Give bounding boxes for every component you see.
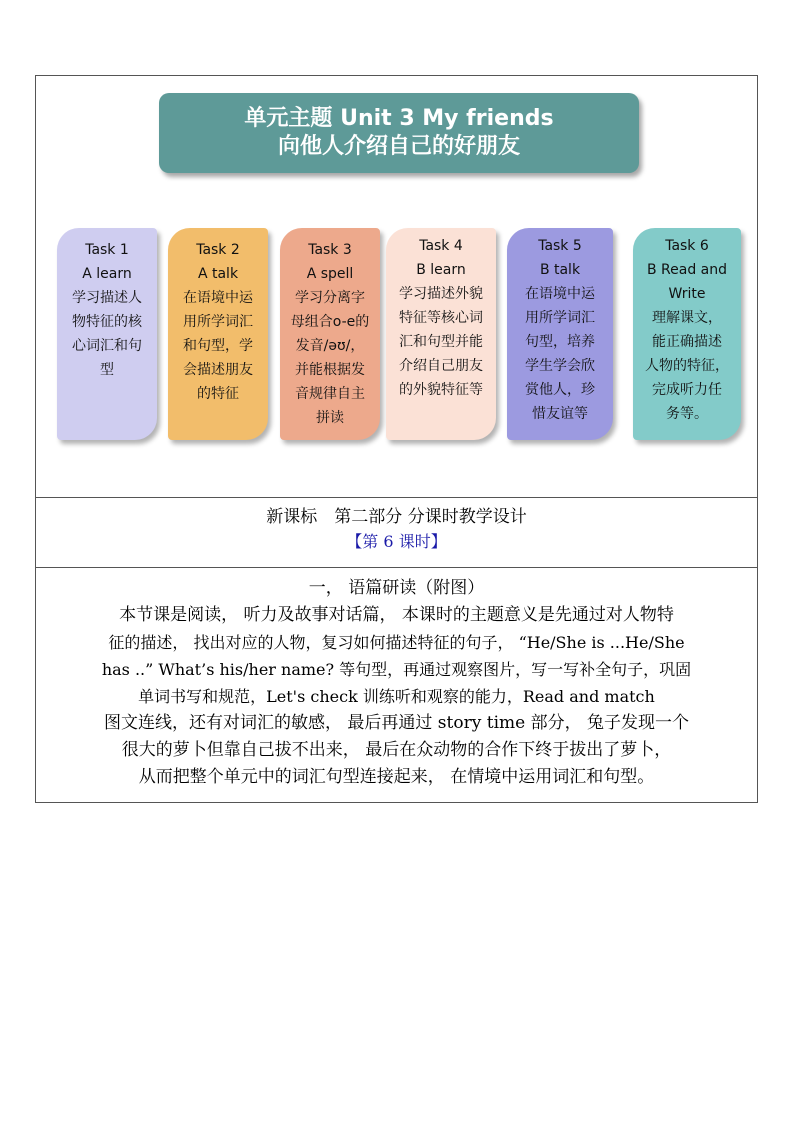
task-title: Task 2 [196, 242, 240, 258]
task-desc-line: 的特征 [197, 386, 239, 402]
task-subtitle: A learn [82, 266, 132, 282]
unit-theme-subtitle: 向他人介绍自己的好朋友 [277, 134, 520, 159]
task-desc-line: 理解课文， [652, 310, 722, 326]
task-desc-line: 并能根据发 [295, 362, 365, 378]
task-title: Task 1 [85, 242, 129, 258]
task-desc-line: 物特征的核 [72, 314, 142, 330]
task-desc-line: 在语境中运 [183, 290, 253, 306]
task-desc-line: 句型，培养 [525, 334, 595, 350]
lesson-plan-table [35, 75, 758, 803]
task-subtitle: B talk [539, 262, 581, 278]
task-desc-line: 拼读 [316, 410, 344, 426]
task-title: Task 4 [419, 238, 463, 254]
task-title: Task 3 [308, 242, 352, 258]
task-subtitle: B learn [416, 262, 466, 278]
task-desc-line: 发音/əʊ/， [295, 338, 365, 354]
unit-theme-title: 单元主题 Unit 3 My friends [244, 106, 554, 131]
task-title: Task 5 [538, 238, 582, 254]
task-desc-line: 的外貌特征等 [399, 382, 483, 398]
task-desc-line: Write [668, 286, 706, 302]
task-desc-line: 学习描述外貌 [399, 286, 483, 302]
task-desc-line: 赏他人，珍 [525, 382, 595, 398]
task-desc-line: 心词汇和句 [72, 338, 142, 354]
task-desc-line: 学习分离字 [295, 290, 365, 306]
paragraph-line: 本节课是阅读， 听力及故事对话篇， 本课时的主题意义是先通过对人物特 [119, 605, 674, 625]
task-desc-line: 介绍自己朋友 [399, 358, 483, 374]
lesson-number-suffix: 课时】 [398, 532, 447, 551]
task-desc-line: 会描述朋友 [183, 362, 253, 378]
task-desc-line: 完成听力任 [652, 382, 722, 398]
task-desc-line: 和句型，学 [183, 338, 253, 354]
unit-overview-figure [36, 76, 757, 498]
paragraph-line: 图文连线，还有对词汇的敏感， 最后再通过 story time 部分， 兔子发现一个 [104, 713, 689, 733]
text-analysis-section [36, 574, 757, 802]
unit-theme-banner [159, 93, 639, 173]
lesson-number-value: 6 [383, 532, 394, 551]
lesson-header [36, 504, 757, 568]
task-desc-line: 用所学词汇 [525, 310, 595, 326]
task-desc-line: 能正确描述 [652, 334, 722, 350]
task-desc-line: 特征等核心词 [399, 310, 483, 326]
task-desc-line: 惜友谊等 [532, 406, 588, 422]
task-desc-line: 音规律自主 [295, 386, 365, 402]
paragraph-line: has ..” What’s his/her name? 等句型，再通过观察图片，写一写补全句子，巩固 [101, 660, 692, 679]
task-desc-line: 学生学会欣 [525, 358, 595, 374]
lesson-number-prefix: 【第 [346, 532, 379, 551]
task-title: Task 6 [665, 238, 709, 254]
task-card [280, 228, 380, 440]
task-subtitle: A spell [306, 266, 354, 282]
lesson-number [36, 530, 757, 554]
task-card [168, 228, 268, 440]
paragraph-line: 从而把整个单元中的词汇句型连接起来， 在情境中运用词汇和句型。 [138, 767, 655, 787]
task-desc-line: 型 [100, 362, 114, 378]
task-desc-line: 人物的特征， [645, 358, 729, 374]
task-desc-line: 在语境中运 [525, 286, 595, 302]
task-card [386, 228, 496, 440]
section-heading: 一， 语篇研读（附图） [308, 578, 485, 598]
task-card [57, 228, 157, 440]
lesson-header-title: 新课标 第二部分 分课时教学设计 [266, 507, 527, 527]
task-subtitle: A talk [197, 266, 239, 282]
task-card [507, 228, 613, 440]
task-desc-line: 母组合o-e的 [290, 314, 370, 330]
paragraph-line: 很大的萝卜但靠自己拔不出来， 最后在众动物的合作下终于拔出了萝卜， [121, 740, 672, 760]
task-card [633, 228, 741, 440]
task-desc-line: 学习描述人 [72, 290, 142, 306]
paragraph-line: 征的描述， 找出对应的人物，复习如何描述特征的句子， “He/She is ...He/She [108, 633, 685, 652]
task-desc-line: 汇和句型并能 [399, 334, 483, 350]
paragraph-line: 单词书写和规范，Let's check 训练听和观察的能力，Read and match [138, 687, 655, 706]
task-subtitle: B Read and [646, 262, 728, 278]
task-desc-line: 务等。 [666, 406, 708, 422]
task-desc-line: 用所学词汇 [183, 314, 253, 330]
